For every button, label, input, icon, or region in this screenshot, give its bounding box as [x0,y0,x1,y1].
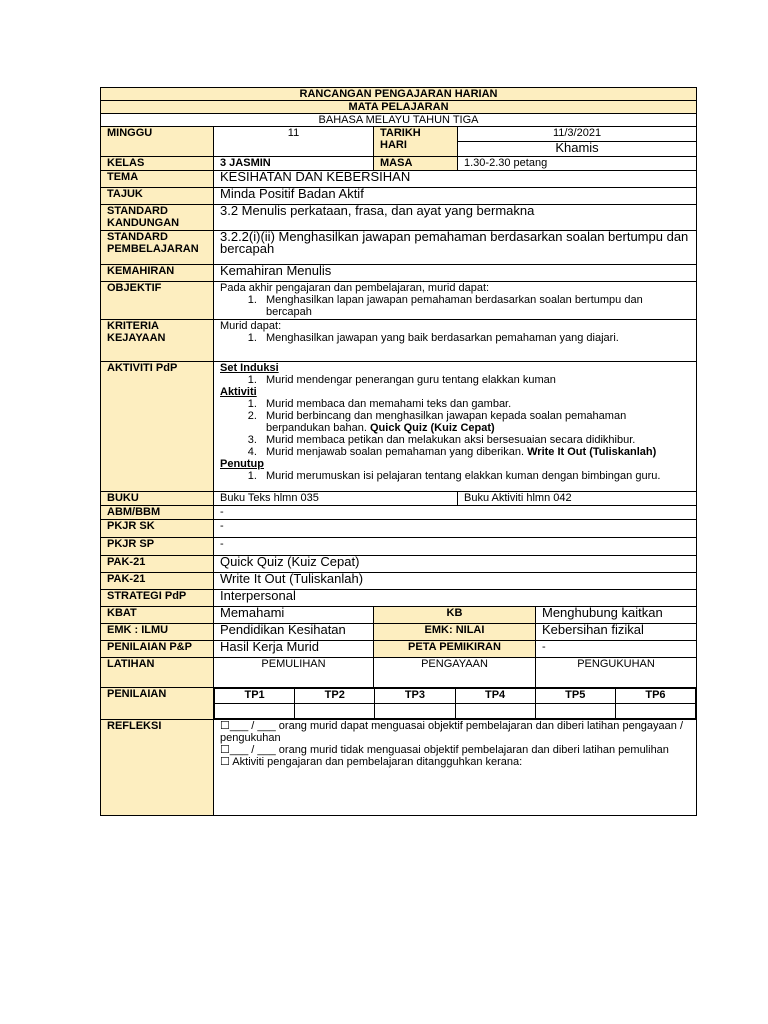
subject-label-cell: MATA PELAJARAN [101,101,697,114]
kelas-label: KELAS [101,157,214,171]
pkjr-sk-label: PKJR SK [101,520,214,538]
latihan-pemulihan: PEMULIHAN [214,658,374,688]
tp3-mark[interactable] [375,704,455,719]
tp5-mark[interactable] [535,704,615,719]
kriteria-label-2: KEJAYAAN [107,332,166,344]
tema-value: KESIHATAN DAN KEBERSIHAN [214,171,697,188]
sp-label-1: STANDARD [107,231,168,243]
emk-nilai-label: EMK: NILAI [374,624,536,641]
strategi-value: Interpersonal [214,590,697,607]
sk-label [101,205,214,231]
tajuk-value: Minda Positif Badan Aktif [214,188,697,205]
pkjr-sp-value: - [214,538,697,556]
title-cell: RANCANGAN PENGAJARAN HARIAN [101,88,697,101]
latihan-label: LATIHAN [101,658,214,688]
kb-label: KB [374,607,536,624]
tarikh-label: TARIKH [380,127,421,139]
kriteria-item: 1. Menghasilkan jawapan yang baik berdasarkan pemahaman yang diajari. [260,332,690,344]
aktiviti-item-4-text: Murid menjawab soalan pemahaman yang diberikan. [266,446,525,458]
tp-table [214,688,696,719]
tp3-header: TP3 [375,689,455,704]
kbat-value: Memahami [214,607,374,624]
hari-value: Khamis [458,142,697,157]
tp1-header: TP1 [215,689,295,704]
aktiviti-item-2-bold: Quick Quiz (Kuiz Cepat) [370,422,495,434]
refleksi-line-3: ☐ Aktiviti pengajaran dan pembelajaran ditangguhkan kerana: [220,756,523,768]
penutup-title: Penutup [220,458,264,470]
aktiviti-value [214,362,697,492]
subject-cell: BAHASA MELAYU TAHUN TIGA [101,114,697,127]
minggu-label: MINGGU [101,127,214,157]
hari-label: HARI [380,139,407,151]
aktiviti-item-4 [260,446,690,458]
abm-value: - [214,506,697,520]
kriteria-intro: Murid dapat: [220,320,282,332]
pkjr-sk-value: - [214,520,697,538]
latihan-pengukuhan: PENGUKUHAN [536,658,697,688]
buku-aktiviti: Buku Aktiviti hlmn 042 [458,492,697,506]
aktiviti-label: AKTIVITI PdP [101,362,214,492]
aktiviti-title: Aktiviti [220,386,257,398]
kbat-label: KBAT [101,607,214,624]
latihan-pengayaan: PENGAYAAN [374,658,536,688]
objektif-label: OBJEKTIF [101,282,214,320]
penilaian-pp-label: PENILAIAN P&P [101,641,214,658]
kemahiran-value: Kemahiran Menulis [214,265,697,282]
induksi-item: 1. Murid mendengar penerangan guru tentang elakkan kuman [260,374,690,386]
sp-label-2: PEMBELAJARAN [107,243,199,255]
kemahiran-label: KEMAHIRAN [101,265,214,282]
aktiviti-item-4-bold: Write It Out (Tuliskanlah) [527,446,657,458]
pak21-b-value: Write It Out (Tuliskanlah) [214,573,697,590]
tp4-mark[interactable] [455,704,535,719]
peta-pemikiran-value: - [536,641,697,658]
refleksi-label: REFLEKSI [101,720,214,816]
tp2-mark[interactable] [295,704,375,719]
refleksi-value [214,720,697,816]
kriteria-label-1: KRITERIA [107,320,159,332]
penilaian-tp-cell [214,688,697,720]
masa-value: 1.30-2.30 petang [458,157,697,171]
tarikh-value: 11/3/2021 [458,127,697,142]
buku-label: BUKU [101,492,214,506]
refleksi-line-1: ☐___ / ___ orang murid dapat menguasai objektif pembelajaran dan diberi latihan pengayaan / pengukuhan [220,720,684,744]
tarikh-hari-label [374,127,458,157]
sp-value: 3.2.2(i)(ii) Menghasilkan jawapan pemahaman berdasarkan soalan bertumpu dan bercapah [214,231,697,265]
penutup-item: 1. Murid merumuskan isi pelajaran tentang elakkan kuman dengan bimbingan guru. [260,470,690,482]
aktiviti-item-2-text: Murid berbincang dan menghasilkan jawapan kepada soalan pemahaman berpandukan bahan. [266,410,627,434]
tp6-mark[interactable] [615,704,695,719]
tp6-header: TP6 [615,689,695,704]
rph-table [100,87,697,816]
aktiviti-item-1: 1. Murid membaca dan memahami teks dan gambar. [260,398,690,410]
penilaian-pp-value: Hasil Kerja Murid [214,641,374,658]
emk-ilmu-value: Pendidikan Kesihatan [214,624,374,641]
peta-pemikiran-label: PETA PEMIKIRAN [374,641,536,658]
pak21-a-value: Quick Quiz (Kuiz Cepat) [214,556,697,573]
sk-label-1: STANDARD [107,205,168,217]
emk-nilai-value: Kebersihan fizikal [536,624,697,641]
pkjr-sp-label: PKJR SP [101,538,214,556]
buku-teks: Buku Teks hlmn 035 [214,492,458,506]
pak21-a-label: PAK-21 [101,556,214,573]
objektif-item: 1. Menghasilkan lapan jawapan pemahaman berdasarkan soalan bertumpu dan bercapah [260,294,690,318]
sk-label-2: KANDUNGAN [107,217,180,229]
masa-label: MASA [374,157,458,171]
tema-label: TEMA [101,171,214,188]
kriteria-label [101,320,214,362]
refleksi-line-2: ☐___ / ___ orang murid tidak menguasai objektif pembelajaran dan diberi latihan pemulihan [220,744,669,756]
tajuk-label: TAJUK [101,188,214,205]
aktiviti-item-3: 3. Murid membaca petikan dan melakukan aksi bersesuaian secara didikhibur. [260,434,690,446]
tp5-header: TP5 [535,689,615,704]
tp1-mark[interactable] [215,704,295,719]
abm-label: ABM/BBM [101,506,214,520]
sk-value: 3.2 Menulis perkataan, frasa, dan ayat yang bermakna [214,205,697,231]
tp2-header: TP2 [295,689,375,704]
kriteria-value [214,320,697,362]
emk-ilmu-label: EMK : ILMU [101,624,214,641]
objektif-value [214,282,697,320]
penilaian-label: PENILAIAN [101,688,214,720]
sp-label [101,231,214,265]
strategi-label: STRATEGI PdP [101,590,214,607]
induksi-title: Set Induksi [220,362,279,374]
tp4-header: TP4 [455,689,535,704]
aktiviti-item-2 [260,410,690,434]
kelas-value: 3 JASMIN [214,157,374,171]
kb-value: Menghubung kaitkan [536,607,697,624]
pak21-b-label: PAK-21 [101,573,214,590]
minggu-value: 11 [214,127,374,157]
objektif-intro: Pada akhir pengajaran dan pembelajaran, murid dapat: [220,282,490,294]
